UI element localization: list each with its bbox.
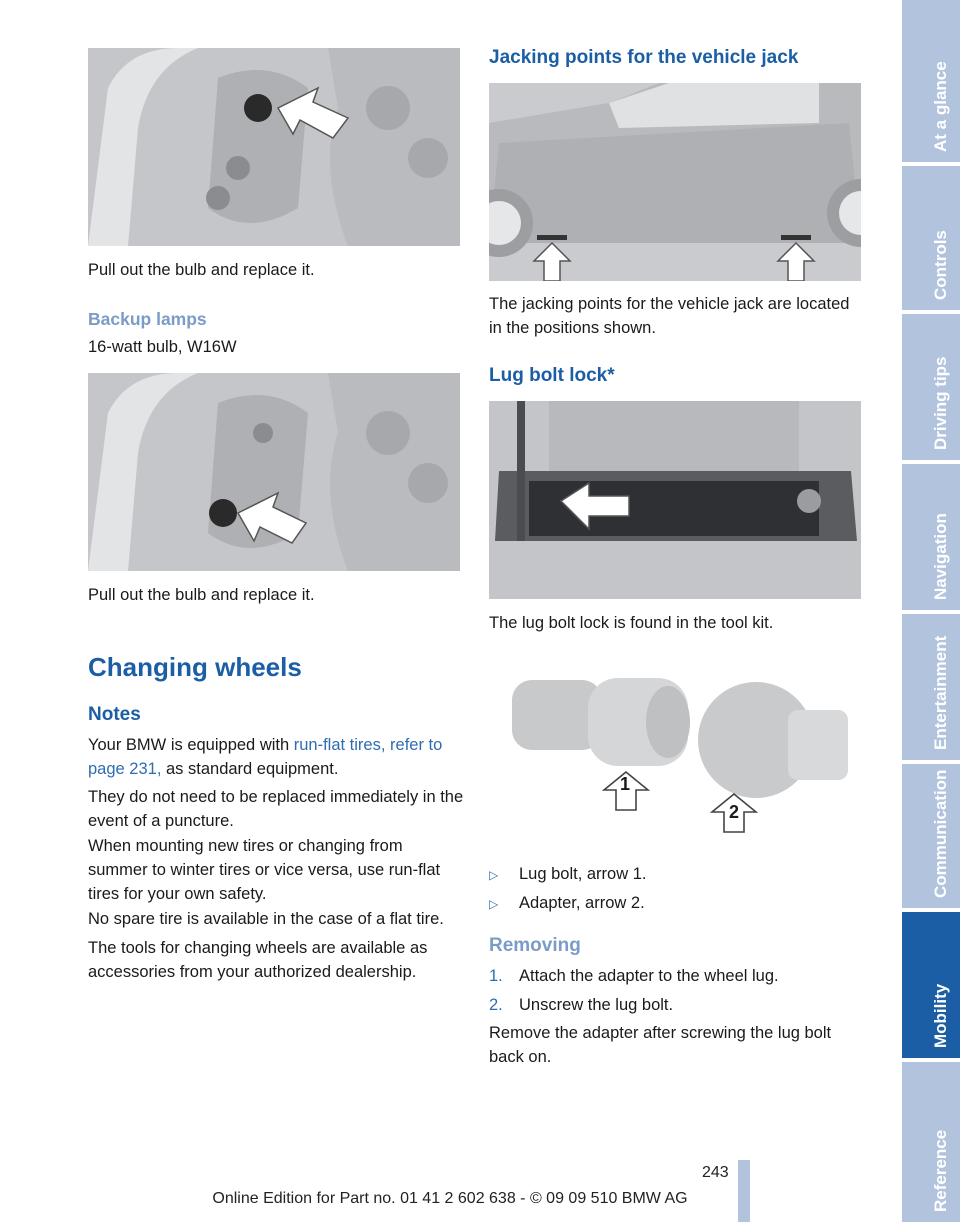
lug-bolt-adapter-figure — [498, 660, 858, 838]
caption-bottom: Pull out the bulb and replace it. — [88, 586, 315, 604]
tab-at-a-glance[interactable] — [902, 0, 960, 162]
notes-heading: Notes — [88, 704, 141, 725]
tab-reference[interactable] — [902, 1062, 960, 1222]
tab-communication[interactable] — [902, 764, 960, 908]
tab-controls[interactable] — [902, 166, 960, 310]
tab-entertainment[interactable] — [902, 614, 960, 760]
lug-bolt-lock-heading: Lug bolt lock* — [489, 365, 615, 386]
notes-paragraph-4: No spare tire is available in the case of a flat tire. — [88, 910, 444, 928]
tab-navigation[interactable] — [902, 464, 960, 610]
triangle-bullet-icon: ▷ — [489, 868, 499, 882]
jacking-points-figure — [489, 83, 861, 281]
step-number: 1. — [489, 967, 503, 985]
notes-paragraph-2: They do not need to be replaced immediately in the event of a puncture. — [88, 788, 464, 830]
list-item — [489, 891, 861, 915]
notes-paragraph-5: The tools for changing wheels are available as accessories from your authorized dealership. — [88, 939, 428, 981]
step-text: Unscrew the lug bolt. — [519, 996, 674, 1014]
tab-label: Navigation — [931, 513, 950, 600]
tab-label: Communication — [931, 769, 950, 898]
notes-paragraph-3: When mounting new tires or changing from summer to winter tires or vice versa, use run-flat tires for your own safety. — [88, 837, 441, 903]
step-item — [489, 964, 861, 988]
callout-2-label: 2 — [729, 802, 740, 822]
notes-p1-text: Your BMW is equipped with — [88, 736, 294, 754]
tab-driving-tips[interactable] — [902, 314, 960, 460]
tab-label: Entertainment — [931, 635, 950, 750]
run-flat-link[interactable]: run-flat tires, refer to page 231, — [88, 736, 443, 778]
list-item — [489, 862, 861, 886]
step-number: 2. — [489, 996, 503, 1014]
notes-p1-text-end: as standard equipment. — [161, 760, 339, 778]
tail-lamp-figure-top — [88, 48, 460, 246]
backup-lamps-text: 16-watt bulb, W16W — [88, 338, 237, 356]
step-item — [489, 993, 861, 1017]
removing-heading: Removing — [489, 935, 581, 956]
tab-label: Controls — [931, 230, 950, 300]
tail-lamp-figure-bottom — [88, 373, 460, 571]
callout-1-label: 1 — [620, 774, 631, 794]
footer-edition: Online Edition for Part no. 01 41 2 602 638 - © 09 09 510 BMW AG — [212, 1190, 688, 1207]
removing-text: Remove the adapter after screwing the lug bolt back on. — [489, 1024, 832, 1066]
tool-kit-figure — [489, 401, 861, 599]
triangle-bullet-icon: ▷ — [489, 897, 499, 911]
tab-label: Driving tips — [931, 356, 950, 450]
jacking-points-heading: Jacking points for the vehicle jack — [489, 47, 799, 68]
lug-bolt-lock-text: The lug bolt lock is found in the tool kit. — [489, 614, 774, 632]
jacking-points-text: The jacking points for the vehicle jack are located in the positions shown. — [489, 295, 850, 337]
bullet-text: Lug bolt, arrow 1. — [519, 865, 647, 883]
tab-label: Reference — [931, 1129, 950, 1212]
caption-top: Pull out the bulb and replace it. — [88, 261, 315, 279]
page-number: 243 — [702, 1164, 729, 1181]
tab-label: At a glance — [931, 61, 950, 152]
changing-wheels-title: Changing wheels — [88, 652, 302, 682]
tab-mobility[interactable] — [902, 912, 960, 1058]
tab-label: Mobility — [931, 983, 950, 1048]
notes-paragraph-1 — [88, 733, 462, 781]
step-text: Attach the adapter to the wheel lug. — [519, 967, 779, 985]
bullet-text: Adapter, arrow 2. — [519, 894, 645, 912]
backup-lamps-heading: Backup lamps — [88, 309, 207, 329]
